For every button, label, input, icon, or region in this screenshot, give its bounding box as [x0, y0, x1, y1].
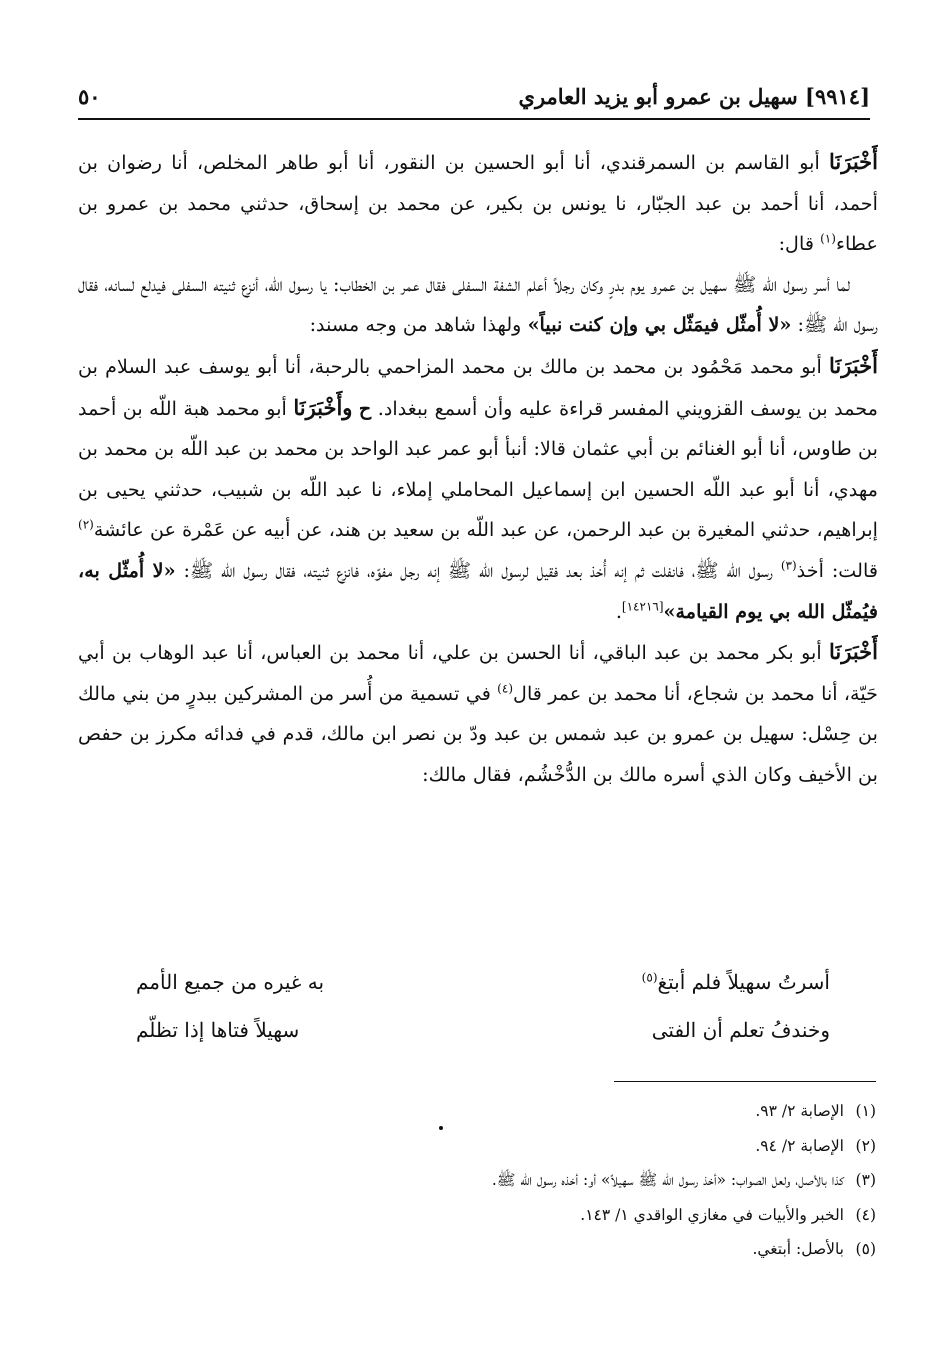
footnote-ref: (٥): [641, 970, 658, 985]
keyword-akhbarana: أَخْبَرَنَا: [829, 639, 878, 665]
hemistich-text: أسرتُ سهيلاً فلم أبتغ: [657, 970, 830, 994]
page-title: [٩٩١٤] سهيل بن عمرو أبو يزيد العامري: [518, 84, 870, 109]
poem-hemistich-right: وخندفُ تعلم أن الفتى: [651, 1018, 830, 1042]
page-header: [78, 82, 870, 120]
main-text: [78, 142, 878, 1062]
keyword-wa-akhbarana: وأَخْبَرَنَا: [293, 394, 353, 420]
footnote: [78, 1094, 876, 1129]
footnote-text: بالأصل: أبتغي.: [752, 1240, 844, 1258]
footnote-ref: (٣): [780, 558, 797, 573]
footnote-number: (١): [855, 1102, 876, 1120]
keyword-akhbarana: أَخْبَرَنَا: [829, 149, 878, 174]
hadith-quote: «لا أُمثّل به، فيُمثّل الله بي يوم القيامة»: [78, 558, 878, 623]
paragraph-4: [78, 632, 878, 795]
footnote-ref: (٤): [497, 681, 513, 696]
footnote-text: الخبر والأبيات في مغازي الواقدي ١/ ١٤٣.: [580, 1205, 844, 1224]
paragraph-text: ولهذا شاهد من وجه مسند:: [309, 313, 528, 337]
footnote-ref: (٢): [78, 517, 94, 532]
paragraph-2: [78, 265, 878, 346]
paragraph-1: [78, 142, 878, 265]
paragraph-text: .: [615, 599, 622, 623]
footnote-number: (٢): [855, 1136, 876, 1155]
poem-hemistich-left: به غيره من جميع الأمم: [136, 970, 325, 994]
footnote-divider: [614, 1081, 876, 1082]
footnote-number: (٥): [855, 1240, 876, 1258]
paragraph-3: [78, 346, 878, 632]
footnote: [78, 1129, 876, 1164]
paragraph-text: في تسمية من أُسر من المشركين ببدرٍ من بني مالك بن حِسْل: سهيل بن عمرو بن عبد شمس بن عبد ودّ بن نصر ابن مالك، قدم في فدائه مكرز بن حفص بن الأخيف وكان الذي أسره مالك بن الدُّخْشُم، فقال مالك:: [78, 681, 878, 786]
paragraph-text: أبو بكر محمد بن عبد الباقي، أنا الحسن بن علي، أنا محمد بن العباس، أنا عبد الوهاب بن أبي حَيّة، أنا محمد بن شجاع، أنا محمد بن عمر قال: [78, 641, 878, 705]
poem-verse: [78, 970, 878, 1014]
footnote-text: الإصابة ٢/ ٩٤.: [755, 1136, 844, 1155]
paragraph-text: رسول الله ﷺ، فانفلت ثم إنه أُخذ بعد فقيل لرسول الله ﷺ إنه رجل مفوّه، فانزع ثنيته، فقال رسول الله ﷺ:: [175, 558, 781, 582]
poem: [78, 970, 878, 1062]
footnote-text: الإصابة ٢/ ٩٣.: [755, 1102, 844, 1120]
footnote: [78, 1198, 876, 1233]
poem-hemistich-right: [642, 970, 830, 994]
paragraph-text: أبو محمد مَحْمُود بن محمد بن مالك بن محمد المزاحمي بالرحبة، أنا أبو يوسف عبد السلام بن محمد بن يوسف القزويني المفسر قراءة عليه وأن أسمع ببغداد.: [78, 354, 878, 420]
tahwil-mark: ح: [358, 396, 372, 420]
page-number: ٥٠: [78, 84, 101, 109]
footnotes: [78, 1094, 876, 1267]
keyword-akhbarana: أَخْبَرَنَا: [829, 352, 878, 378]
paragraph-text: لما أسر رسول الله ﷺ سهيل بن عمرو يوم بدرٍ وكان رجلاً أعلم الشفة السفلى فقال عمر بن الخطاب: يا رسول الله، أنزع ثنيته السفلى فيدلع لسانه، فقال رسول الله ﷺ:: [78, 272, 878, 337]
paragraph-text: أبو القاسم بن السمرقندي، أنا أبو الحسين بن النقور، أنا أبو طاهر المخلص، أنا رضوان بن أحمد، أنا أحمد بن عبد الجبّار، نا يونس بن بكير، عن محمد بن إسحاق، حدثني محمد بن عمرو بن عطاء: [78, 151, 878, 256]
footnote: [78, 1232, 876, 1267]
footnote: [78, 1163, 876, 1198]
paragraph-text: قالت: أخذ: [796, 558, 878, 582]
footnote-number: (٤): [855, 1205, 876, 1224]
poem-hemistich-left: سهيلاً فتاها إذا تظلّم: [136, 1018, 300, 1042]
footnote-number: (٣): [855, 1171, 876, 1189]
paragraph-text: قال:: [778, 232, 821, 256]
hadith-quote: «لا أُمثّل فيمَثّل بي وإن كنت نبياً»: [527, 313, 792, 337]
footnote-ref: (١): [820, 231, 836, 246]
poem-verse: [78, 1018, 878, 1062]
footnote-text: كذا بالأصل، ولعل الصواب: «أخذ رسول الله ﷺ سهيلاً» أو: أخذه رسول الله ﷺ.: [491, 1171, 844, 1189]
paragraph-text: أبو محمد هبة اللّه بن أحمد بن طاوس، أنا أبو الغنائم بن أبي عثمان قالا: أنبأ أبو عمر عبد الواحد بن محمد بن عبد اللّه بن محمد بن مهدي، أنا أبو عبد اللّه الحسين ابن إسماعيل المحاملي إملاء، نا عبد اللّه بن شبيب، حدثني يحيى بن إبراهيم، حدثني المغيرة بن عبد الرحمن، عن عبد اللّه بن سعيد بن هند، عن أبيه عن عَمْرة عن عائشة: [78, 396, 878, 542]
hadith-number: [١٤٢١٦]: [621, 599, 664, 614]
